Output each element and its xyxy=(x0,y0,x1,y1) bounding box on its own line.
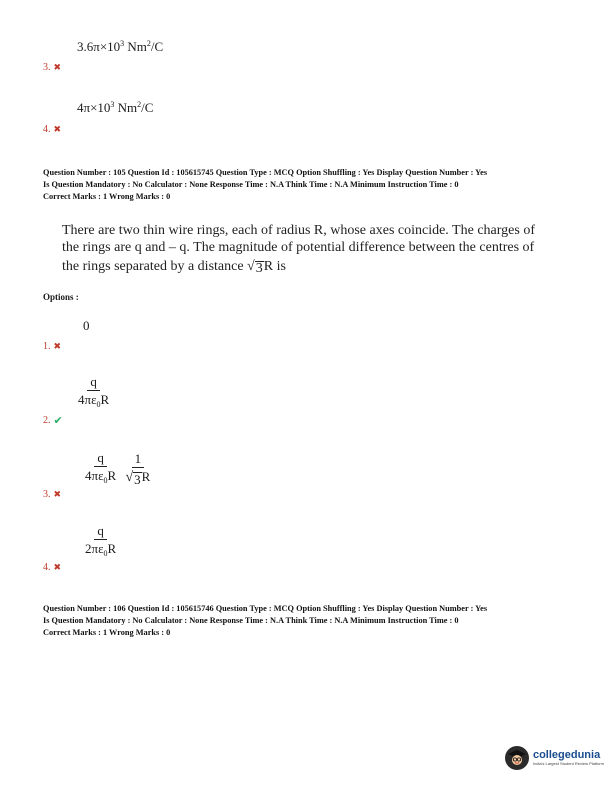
prev-option-3-number: 3. ✖ xyxy=(43,62,62,73)
option-3-formula xyxy=(82,451,153,487)
option-2-formula xyxy=(75,375,112,411)
prev-option-4-number: 4. ✖ xyxy=(43,124,62,135)
cross-icon: ✖ xyxy=(53,341,62,351)
options-label: Options : xyxy=(43,292,79,302)
fraction: $\frac{q}{4\pi\varepsilon_0R}$ xyxy=(85,450,117,485)
collegedunia-logo xyxy=(505,746,604,770)
logo-name: collegedunia xyxy=(532,748,601,761)
prev-option-3-formula: $3.6\pi\times 10^3$ Nm$^2$/C xyxy=(77,39,164,54)
option-4-number: 4. ✖ xyxy=(43,562,62,573)
option-2-number: 2. ✔ xyxy=(43,415,63,427)
fraction: $\frac{q}{4\pi\varepsilon_0R}$ xyxy=(78,374,110,409)
fraction: $\frac{q}{2\pi\varepsilon_0R}$ xyxy=(85,523,117,558)
check-icon: ✔ xyxy=(53,415,63,427)
option-4-formula xyxy=(82,524,119,560)
sqrt-symbol: √ 3 xyxy=(247,259,263,276)
cross-icon: ✖ xyxy=(53,562,62,572)
meta-line: Correct Marks : 1 Wrong Marks : 0 xyxy=(43,192,171,201)
question-text-line: the rings separated by a distance √ 3 R is xyxy=(62,259,286,276)
meta-line: Is Question Mandatory : No Calculator : None Response Time : N.A Think Time : N.A Minimum Instruction Time : 0 xyxy=(43,180,459,189)
meta-line: Question Number : 105 Question Id : 105615745 Question Type : MCQ Option Shuffling : Yes Display Question Number : Yes xyxy=(43,168,488,177)
logo-tagline: India's Largest Student Review Platform xyxy=(532,760,604,766)
meta-line: Is Question Mandatory : No Calculator : None Response Time : N.A Think Time : N.A Minimum Instruction Time : 0 xyxy=(43,616,459,625)
meta-line: Question Number : 106 Question Id : 105615746 Question Type : MCQ Option Shuffling : Yes Display Question Number : Yes xyxy=(43,604,488,613)
meta-line: Correct Marks : 1 Wrong Marks : 0 xyxy=(43,628,171,637)
graduate-avatar-icon xyxy=(505,746,529,770)
option-1-value: 0 xyxy=(83,318,90,333)
question-105-meta xyxy=(43,167,583,203)
prev-option-4-formula: $4\pi\times 10^3$ Nm$^2$/C xyxy=(77,100,154,115)
option-3-number: 3. ✖ xyxy=(43,489,62,500)
question-105-text xyxy=(62,222,552,275)
cross-icon: ✖ xyxy=(53,489,62,499)
fraction: 1 √ 3 R xyxy=(125,451,151,487)
question-text-line: There are two thin wire rings, each of radius R, whose axes coincide. The charges of xyxy=(62,223,535,238)
option-1-number: 1. ✖ xyxy=(43,341,62,352)
question-106-meta xyxy=(43,603,583,639)
cross-icon: ✖ xyxy=(53,124,62,134)
question-text-line: the rings are q and – q. The magnitude of potential difference between the centres of xyxy=(62,240,535,255)
cross-icon: ✖ xyxy=(53,62,62,72)
